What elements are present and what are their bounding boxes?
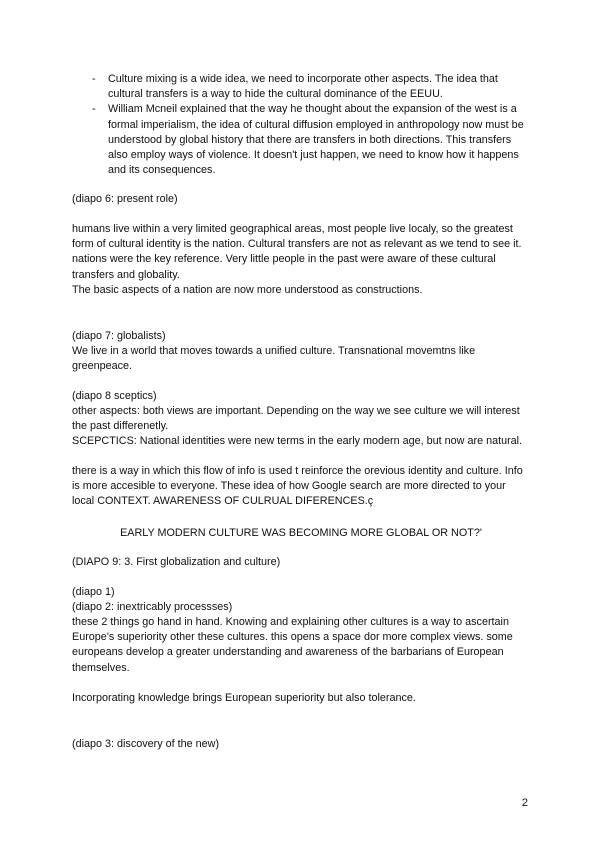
diapo8-heading: (diapo 8 sceptics) — [72, 390, 157, 402]
list-item — [92, 102, 532, 178]
diapo6-heading: (diapo 6: present role) — [72, 193, 178, 205]
bullet-marker: - — [92, 103, 96, 116]
diapo7-paragraph: We live in a world that moves towards a unified culture. Transnational movemtns like greenpeace. — [72, 345, 476, 373]
diapo8-paragraph-2: SCEPCTICS: National identities were new terms in the early modern age, but now are natural. — [72, 435, 523, 447]
bullet-marker: - — [92, 73, 96, 85]
diapo8-paragraph-3: there is a way in which this flow of info is used t reinforce the orevious identity and culture. Info is more accesible to everyone. These idea of how Google search are more directed to your local CONTEXT. AWARENESS OF CULRUAL DIFERENCES.ç — [72, 465, 523, 508]
diapo2-heading: (diapo 2: inextricably processses) — [72, 601, 233, 613]
diapo1-heading: (diapo 1) — [72, 586, 115, 598]
diapo2-paragraph-2: Incorporating knowledge brings European superiority but also tolerance. — [72, 692, 416, 704]
diapo8-paragraph: other aspects: both views are important. Depending on the way we see culture we will interest the past differenetly. — [72, 405, 520, 433]
diapo2-paragraph: these 2 things go hand in hand. Knowing and explaining other cultures is a way to ascertain Europe's superiority other these cultures. this opens a space dor more complex views. some europeans develop a greater understanding and awareness of the barbarians of European themselves. — [72, 616, 513, 674]
centered-question: EARLY MODERN CULTURE WAS BECOMING MORE GLOBAL OR NOT?' — [120, 527, 482, 539]
diapo9-heading: (DIAPO 9: 3. First globalization and culture) — [72, 556, 281, 568]
bullet-text: Culture mixing is a wide idea, we need to incorporate other aspects. The idea that cultural transfers is a way to hide the cultural dominance of the EEUU. — [108, 73, 498, 101]
page-number: 2 — [521, 797, 528, 809]
diapo6-paragraph-2: The basic aspects of a nation are now more understood as constructions. — [72, 284, 423, 296]
diapo3-heading: (diapo 3: discovery of the new) — [72, 738, 220, 750]
bullet-list — [92, 72, 532, 178]
list-item — [92, 72, 532, 102]
diapo7-heading: (diapo 7: globalists) — [72, 330, 166, 342]
bullet-text: William Mcneil explained that the way he thought about the expansion of the west is a formal imperialism, the idea of cultural diffusion employed in anthropology now must be understood by global history that there are transfers in both directions. This transfers also employ ways of violence. It doesn't just happen, we need to know how it happens and its consequences. — [108, 103, 524, 177]
diapo6-paragraph: humans live within a very limited geographical areas, most people live localy, so the greatest form of cultural identity is the nation. Cultural transfers are not as relevant as we tend to see it. nations were the key reference. Very little people in the past were aware of these cultural transfers and globality. — [72, 223, 522, 281]
